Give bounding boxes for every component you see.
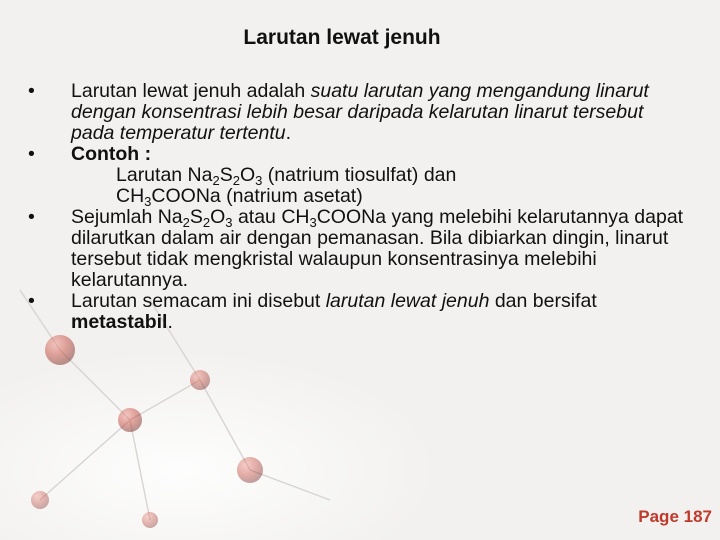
- bullet-procedure: [28, 207, 688, 291]
- bullet-marker: •: [28, 206, 35, 228]
- definition-tail: .: [285, 122, 292, 144]
- procedure-text: O: [210, 206, 226, 228]
- formula-subscript: 3: [225, 215, 233, 230]
- formula-subscript: 2: [232, 173, 240, 188]
- formula-subscript: 3: [309, 215, 317, 230]
- bullet-list: [28, 81, 688, 333]
- definition-lead: Larutan lewat jenuh adalah: [71, 80, 311, 102]
- bullet-marker: •: [28, 143, 35, 165]
- formula-text: O: [239, 164, 256, 186]
- formula-subscript: 2: [212, 173, 220, 188]
- formula-subscript: 2: [202, 215, 211, 230]
- procedure-text: S: [189, 206, 203, 228]
- bullet-marker: •: [28, 80, 35, 102]
- page-number: Page 187: [638, 507, 712, 526]
- formula-text: CH: [116, 185, 145, 207]
- formula-text: (natrium tiosulfat) dan: [262, 164, 457, 186]
- example-label: Contoh :: [71, 143, 152, 165]
- example-line-1: [71, 164, 456, 186]
- conclusion-italic: larutan lewat jenuh: [325, 290, 490, 312]
- bullet-definition: [28, 81, 688, 144]
- bullet-marker: •: [28, 290, 35, 312]
- conclusion-bold: metastabil: [71, 311, 168, 333]
- formula-subscript: 3: [144, 194, 152, 209]
- formula-text: Larutan Na: [116, 164, 213, 186]
- formula-text: COONa (natrium asetat): [151, 185, 363, 207]
- conclusion-text: .: [167, 311, 173, 333]
- conclusion-text: dan bersifat: [489, 290, 597, 312]
- example-line-2: [71, 185, 363, 207]
- formula-subscript: 2: [182, 215, 190, 230]
- procedure-text: COONa yang melebihi kelarutannya dapat dilarutkan dalam air dengan pemanasan. Bila dibiarkan dingin, linarut tersebut tidak mengkristal walaupun konsentrasinya melebihi kelarutannya.: [71, 206, 684, 291]
- definition-italic: suatu larutan yang mengandung linarut dengan konsentrasi lebih besar daripada kelarutan linarut tersebut pada temperatur tertentu: [71, 80, 649, 144]
- procedure-text: atau CH: [232, 206, 310, 228]
- conclusion-text: Larutan semacam ini disebut: [71, 290, 326, 312]
- formula-subscript: 3: [255, 173, 263, 188]
- formula-text: S: [219, 164, 233, 186]
- bullet-example: [28, 144, 688, 207]
- procedure-text: Sejumlah Na: [71, 206, 183, 228]
- slide-title: Larutan lewat jenuh: [243, 26, 441, 49]
- bullet-conclusion: [28, 291, 688, 333]
